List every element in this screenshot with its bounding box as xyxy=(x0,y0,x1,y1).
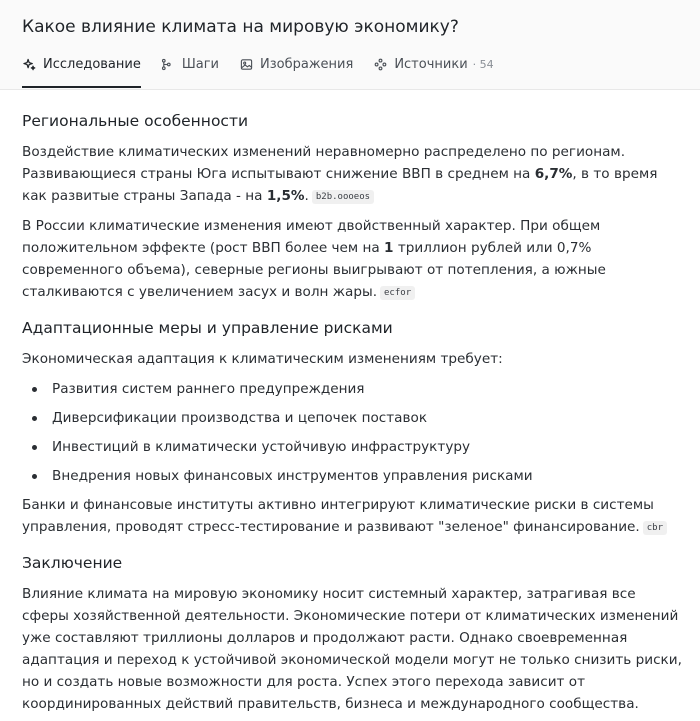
steps-icon xyxy=(161,57,175,71)
source-badge[interactable]: b2b.oooeos xyxy=(312,190,374,204)
paragraph-adaptation-intro: Экономическая адаптация к климатическим изменениям требует: xyxy=(22,351,503,367)
text-segment: Воздействие климатических изменений неравномерно распределено по регионам. Развивающиеся страны Юга испытывают снижение ВВП в среднем на xyxy=(22,144,626,182)
sparkle-icon xyxy=(22,57,36,71)
section-heading-adaptation: Адаптационные меры и управление рисками xyxy=(22,319,393,337)
bold-value: 6,7% xyxy=(534,166,573,182)
sources-count-value: 54 xyxy=(479,57,494,71)
sources-icon xyxy=(373,57,387,71)
paragraph-regional-1 xyxy=(22,141,686,207)
paragraph-adaptation-banks xyxy=(22,494,686,538)
text-segment: триллион рублей или 0,7% современного объема), северные регионы выигрывают от потепления, а южные сталкиваются с увеличением засух и волн жары. xyxy=(22,240,606,300)
text-segment: . xyxy=(304,188,309,204)
answer-content xyxy=(22,96,686,721)
tab-steps-label: Шаги xyxy=(181,56,219,72)
tab-bar xyxy=(22,54,514,89)
page-title: Какое влияние климата на мировую экономику? xyxy=(22,17,459,37)
tab-steps[interactable] xyxy=(161,54,219,74)
text-segment: В России климатические изменения имеют двойственный характер. При общем положительном эффекте (рост ВВП более чем на xyxy=(22,218,601,256)
tab-images[interactable] xyxy=(239,54,353,74)
list-item: Внедрения новых финансовых инструментов управления рисками xyxy=(22,465,686,487)
source-badge[interactable]: cbr xyxy=(643,521,667,535)
image-icon xyxy=(239,57,253,71)
list-item: Инвестиций в климатически устойчивую инфраструктуру xyxy=(22,436,686,458)
tab-sources[interactable] xyxy=(373,54,493,74)
list-item: Развития систем раннего предупреждения xyxy=(22,378,686,400)
text-segment: Банки и финансовые институты активно интегрируют климатические риски в системы управления, проводят стресс-тестирование и развивают "зеленое" финансирование. xyxy=(22,497,654,535)
tab-research[interactable] xyxy=(22,54,141,74)
header xyxy=(0,0,700,90)
paragraph-regional-2 xyxy=(22,215,686,303)
source-badge[interactable]: ecfor xyxy=(380,286,415,300)
bold-value: 1 xyxy=(384,240,394,256)
bold-value: 1,5% xyxy=(266,188,305,204)
tab-images-label: Изображения xyxy=(260,56,354,72)
section-heading-conclusion: Заключение xyxy=(22,554,123,572)
section-heading-regional: Региональные особенности xyxy=(22,112,249,130)
list-item: Диверсификации производства и цепочек поставок xyxy=(22,407,686,429)
adaptation-list xyxy=(22,378,686,487)
tab-sources-label: Источники xyxy=(394,56,468,72)
tab-research-label: Исследование xyxy=(43,56,141,72)
sources-count: · 54 xyxy=(472,57,494,71)
paragraph-conclusion: Влияние климата на мировую экономику носит системный характер, затрагивая все сферы хозяйственной деятельности. Экономические потери от климатических изменений уже составляют триллионы долларов и продолжают расти. Однако своевременная адаптация и переход к устойчивой экономической модели могут не только снизить риски, но и создать новые возможности для роста. Успех этого перехода зависит от координированных действий правительств, бизнеса и международного сообщества. xyxy=(22,586,682,712)
text-segment: , в то время как развитые страны Запада - на xyxy=(22,166,658,204)
